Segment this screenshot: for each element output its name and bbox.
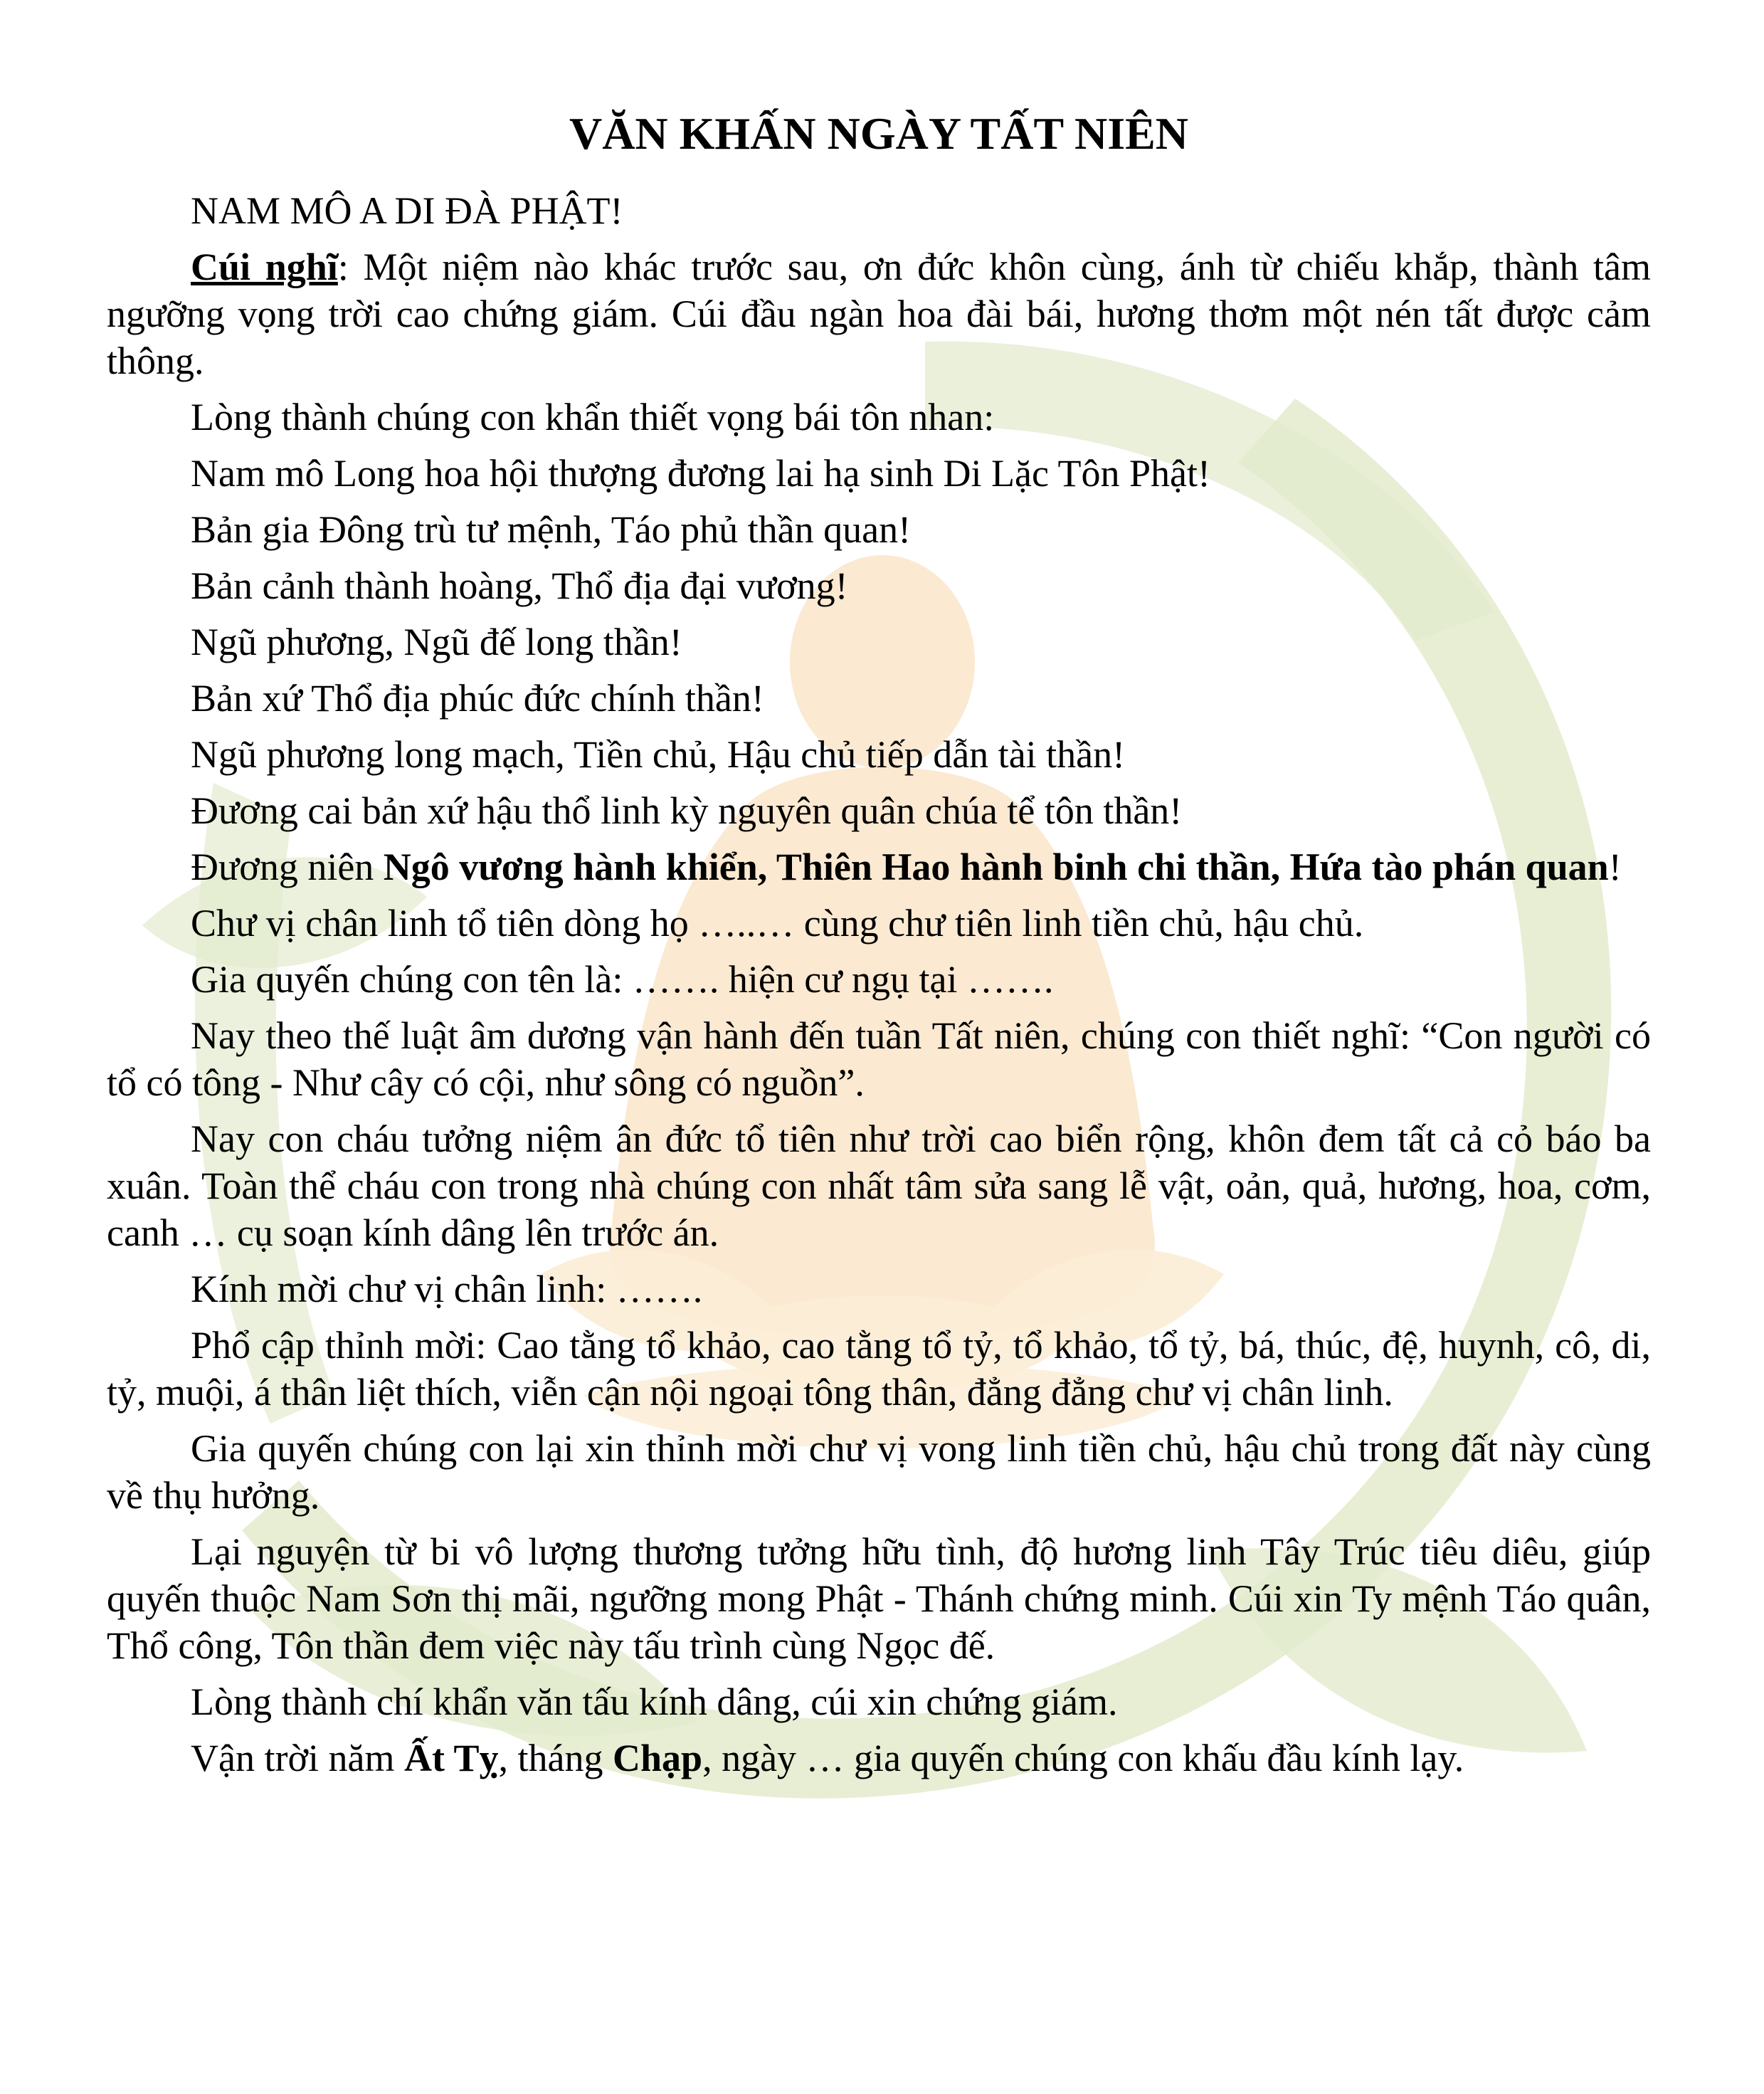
paragraph-duong-nien bbox=[107, 843, 1651, 890]
duong-nien-bold: Ngô vương hành khiển, Thiên Hao hành binh chi thần, Hứa tào phán quan bbox=[383, 845, 1609, 888]
paragraph: Bản cảnh thành hoàng, Thổ địa đại vương! bbox=[191, 564, 848, 607]
paragraph-opening-label: Cúi nghĩ bbox=[191, 245, 338, 288]
closing-part-e: , ngày … gia quyến chúng con khấu đầu kính lạy. bbox=[702, 1736, 1464, 1779]
document-page bbox=[107, 107, 1651, 1791]
paragraph: Bản xứ Thổ địa phúc đức chính thần! bbox=[191, 676, 764, 720]
paragraph: Lòng thành chí khẩn văn tấu kính dâng, cúi xin chứng giám. bbox=[191, 1680, 1118, 1723]
closing-month: Chạp bbox=[613, 1736, 703, 1779]
paragraph: Bản gia Đông trù tư mệnh, Táo phủ thần quan! bbox=[191, 507, 912, 551]
closing-year: Ất Tỵ bbox=[403, 1736, 499, 1779]
paragraph: Gia quyến chúng con lại xin thỉnh mời chư vị vong linh tiền chủ, hậu chủ trong đất này cùng về thụ hưởng. bbox=[107, 1426, 1651, 1517]
paragraph: Lại nguyện từ bi vô lượng thương tưởng hữu tình, độ hương linh Tây Trúc tiêu diêu, giúp quyến thuộc Nam Sơn thị mãi, ngưỡng mong Phật - Thánh chứng minh. Cúi xin Ty mệnh Táo quân, Thổ công, Tôn thần đem việc này tấu trình cùng Ngọc đế. bbox=[107, 1530, 1651, 1667]
paragraph: Đương cai bản xứ hậu thổ linh kỳ nguyên quân chúa tể tôn thần! bbox=[191, 789, 1183, 832]
closing-part-a: Vận trời năm bbox=[191, 1736, 404, 1779]
paragraph: Lòng thành chúng con khẩn thiết vọng bái tôn nhan: bbox=[191, 395, 995, 438]
paragraph: Ngũ phương, Ngũ đế long thần! bbox=[191, 620, 682, 663]
paragraph: Gia quyến chúng con tên là: ……. hiện cư ngụ tại ……. bbox=[191, 957, 1054, 1001]
paragraph: Nay theo thế luật âm dương vận hành đến tuần Tất niên, chúng con thiết nghĩ: “Con người có tổ có tông - Như cây có cội, như sông có nguồn”. bbox=[107, 1014, 1651, 1104]
paragraph: Phổ cập thỉnh mời: Cao tằng tổ khảo, cao tằng tổ tỷ, tổ khảo, tổ tỷ, bá, thúc, đệ, huynh, cô, di, tỷ, muội, á thân liệt thích, viễn cận nội ngoại tông thân, đẳng đẳng chư vị chân linh. bbox=[107, 1323, 1651, 1414]
duong-nien-suffix: ! bbox=[1608, 845, 1622, 888]
paragraph: Ngũ phương long mạch, Tiền chủ, Hậu chủ tiếp dẫn tài thần! bbox=[191, 732, 1126, 776]
paragraph: Kính mời chư vị chân linh: ……. bbox=[191, 1267, 703, 1310]
paragraph-opening-text: : Một niệm nào khác trước sau, ơn đức khôn cùng, ánh từ chiếu khắp, thành tâm ngưỡng vọng trời cao chứng giám. Cúi đầu ngàn hoa đài bái, hương thơm một nén tất được cảm thông. bbox=[107, 245, 1651, 382]
paragraph: Chư vị chân linh tổ tiên dòng họ …..… cùng chư tiên linh tiền chủ, hậu chủ. bbox=[191, 901, 1364, 945]
paragraph-opening bbox=[107, 243, 1651, 384]
duong-nien-prefix: Đương niên bbox=[191, 845, 384, 888]
document-title: VĂN KHẤN NGÀY TẤT NIÊN bbox=[569, 108, 1189, 159]
paragraph-closing bbox=[107, 1735, 1651, 1782]
closing-part-c: , tháng bbox=[498, 1736, 613, 1779]
paragraph: Nam mô Long hoa hội thượng đương lai hạ sinh Di Lặc Tôn Phật! bbox=[191, 451, 1210, 495]
paragraph-invocation: NAM MÔ A DI ĐÀ PHẬT! bbox=[191, 189, 623, 232]
paragraph: Nay con cháu tưởng niệm ân đức tổ tiên như trời cao biển rộng, khôn đem tất cả cỏ báo ba xuân. Toàn thể cháu con trong nhà chúng con nhất tâm sửa sang lễ vật, oản, quả, hương, hoa, cơm, canh … cụ soạn kính dâng lên trước án. bbox=[107, 1117, 1651, 1254]
